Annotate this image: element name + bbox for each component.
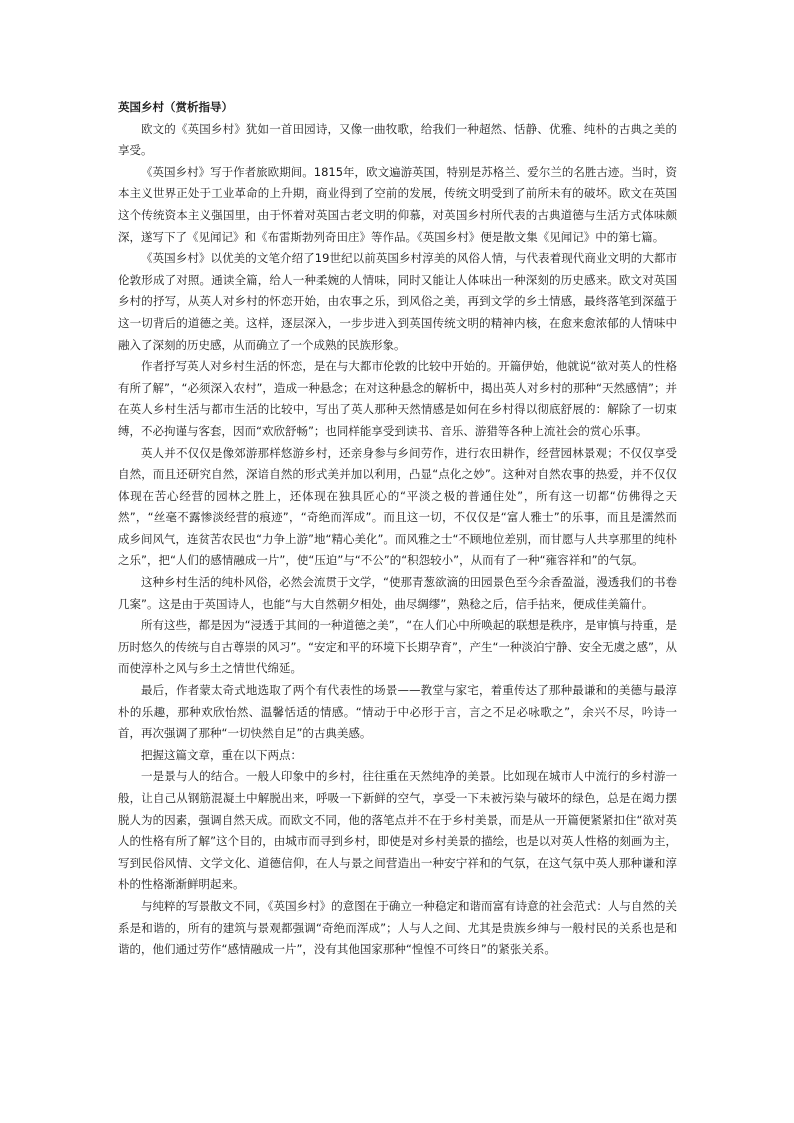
paragraph: 这种乡村生活的纯朴风俗，必然会流贯于文学，“使那青葱欲滴的田园景色至今余香盈溢，漫透我们的书卷几案”。这是由于英国诗人，也能“与大自然朝夕相处，曲尽绸缪”，熟稔之后，信手拈来，便成佳美篇什。 bbox=[118, 575, 677, 611]
paragraph: 英人并不仅仅是像郊游那样悠游乡村，还亲身参与乡间劳作，进行农田耕作，经营园林景观；不仅仅享受自然，而且还研究自然，深谙自然的形式美并加以利用，凸显“点化之妙”。这种对自然农事的热爱，并不仅仅体现在苦心经营的园林之胜上，还体现在独具匠心的“平淡之极的普通住处”，所有这一切都“仿佛得之天然”，“丝毫不露惨淡经营的痕迹”，“奇绝而浑成”。而且这一切，不仅仅是“富人雅士”的乐事，而且是濡然而成乡间风气，连贫苦农民也“力争上游”地“精心美化”。而风雅之士“不顾地位差别，而甘愿与人共享那里的纯朴之乐”，把“人们的感情融成一片”，使“压迫”与“不公”的“积怨较小”，从而有了一种“雍容祥和”的气氛。 bbox=[118, 445, 677, 568]
paragraph: 把握这篇文章，重在以下两点： bbox=[141, 747, 302, 762]
document-page bbox=[118, 97, 677, 961]
paragraph: 《英国乡村》写于作者旅欧期间。1815年，欧文遍游英国，特别是苏格兰、爱尔兰的名胜古迹。当时，资本主义世界正处于工业革命的上升期，商业得到了空前的发展，传统文明受到了前所未有的破坏。欧文在英国这个传统资本主义强国里，由于怀着对英国古老文明的仰慕，对英国乡村所代表的古典道德与生活方式体味颇深，遂写下了《见闻记》和《布雷斯勃列奇田庄》等作品。《英国乡村》便是散文集《见闻记》中的第七篇。 bbox=[118, 164, 677, 244]
paragraph: 欧文的《英国乡村》犹如一首田园诗，又像一曲牧歌，给我们一种超然、恬静、优雅、纯朴的古典之美的享受。 bbox=[118, 121, 677, 158]
paragraph: 一是景与人的结合。一般人印象中的乡村，往往重在天然纯净的美景。比如现在城市人中流行的乡村游一般，让自己从钢筋混凝土中解脱出来，呼吸一下新鲜的空气，享受一下未被污染与破坏的绿色，总是在竭力摆脱人为的因素，强调自然天成。而欧文不同，他的落笔点并不在于乡村美景，而是从一开篇便紧紧扣住“欲对英人的性格有所了解”这个目的，由城市而寻到乡村，即使是对乡村美景的描绘，也是以对英人性格的刻画为主，写到民俗风情、文学文化、道德信仰，在人与景之间营造出一种安宁祥和的气氛，在这气氛中英人那种谦和淳朴的性格渐渐鲜明起来。 bbox=[118, 769, 677, 892]
paragraph: 作者抒写英人对乡村生活的怀恋，是在与大都市伦敦的比较中开始的。开篇伊始，他就说“欲对英人的性格有所了解”，“必须深入农村”，造成一种悬念；在对这种悬念的解析中，揭出英人对乡村的那种“天然感情”；并在英人乡村生活与都市生活的比较中，写出了英人那种天然情感是如何在乡村得以彻底舒展的：解除了一切束缚，不必拘谨与客套，因而“欢欣舒畅”；也同样能享受到读书、音乐、游猎等各种上流社会的赏心乐事。 bbox=[118, 359, 677, 438]
document-title: 英国乡村（赏析指导） bbox=[118, 100, 233, 114]
paragraph: 《英国乡村》以优美的文笔介绍了19世纪以前英国乡村淳美的风俗人情，与代表着现代商业文明的大都市伦敦形成了对照。通读全篇，给人一种柔婉的人情味，同时又能让人体味出一种深刻的历史感来。欧文对英国乡村的抒写，从英人对乡村的怀恋开始，由农事之乐，到风俗之美，再到文学的乡土情感，最终落笔到深蕴于这一切背后的道德之美。这样，逐层深入，一步步进入到英国传统文明的精神内核，在愈来愈浓郁的人情味中融入了深刻的历史感，从而确立了一个成熟的民族形象。 bbox=[118, 251, 677, 352]
paragraph: 与纯粹的写景散文不同，《英国乡村》的意图在于确立一种稳定和谐而富有诗意的社会范式：人与自然的关系是和谐的，所有的建筑与景观都强调“奇绝而浑成”；人与人之间、尤其是贵族乡绅与一般村民的关系也是和谐的，他们通过劳作“感情融成一片”，没有其他国家那种“惶惶不可终日”的紧张关系。 bbox=[118, 898, 677, 957]
paragraph: 所有这些，都是因为“浸透于其间的一种道德之美”，“在人们心中所唤起的联想是秩序，是审慎与持重，是历时悠久的传统与自古尊崇的风习”。“安定和平的环境下长期孕育”，产生“一种淡泊宁静、安全无虞之感”，从而使淳朴之风与乡土之情世代绵延。 bbox=[118, 618, 677, 676]
paragraph: 最后，作者蒙太奇式地选取了两个有代表性的场景——教堂与家宅，着重传达了那种最谦和的美德与最淳朴的乐趣，那种欢欣怡然、温馨恬适的情感。“情动于中必形于言，言之不足必咏歌之”，余兴不尽，吟诗一首，再次强调了那种“一切快然自足”的古典美感。 bbox=[118, 683, 677, 741]
